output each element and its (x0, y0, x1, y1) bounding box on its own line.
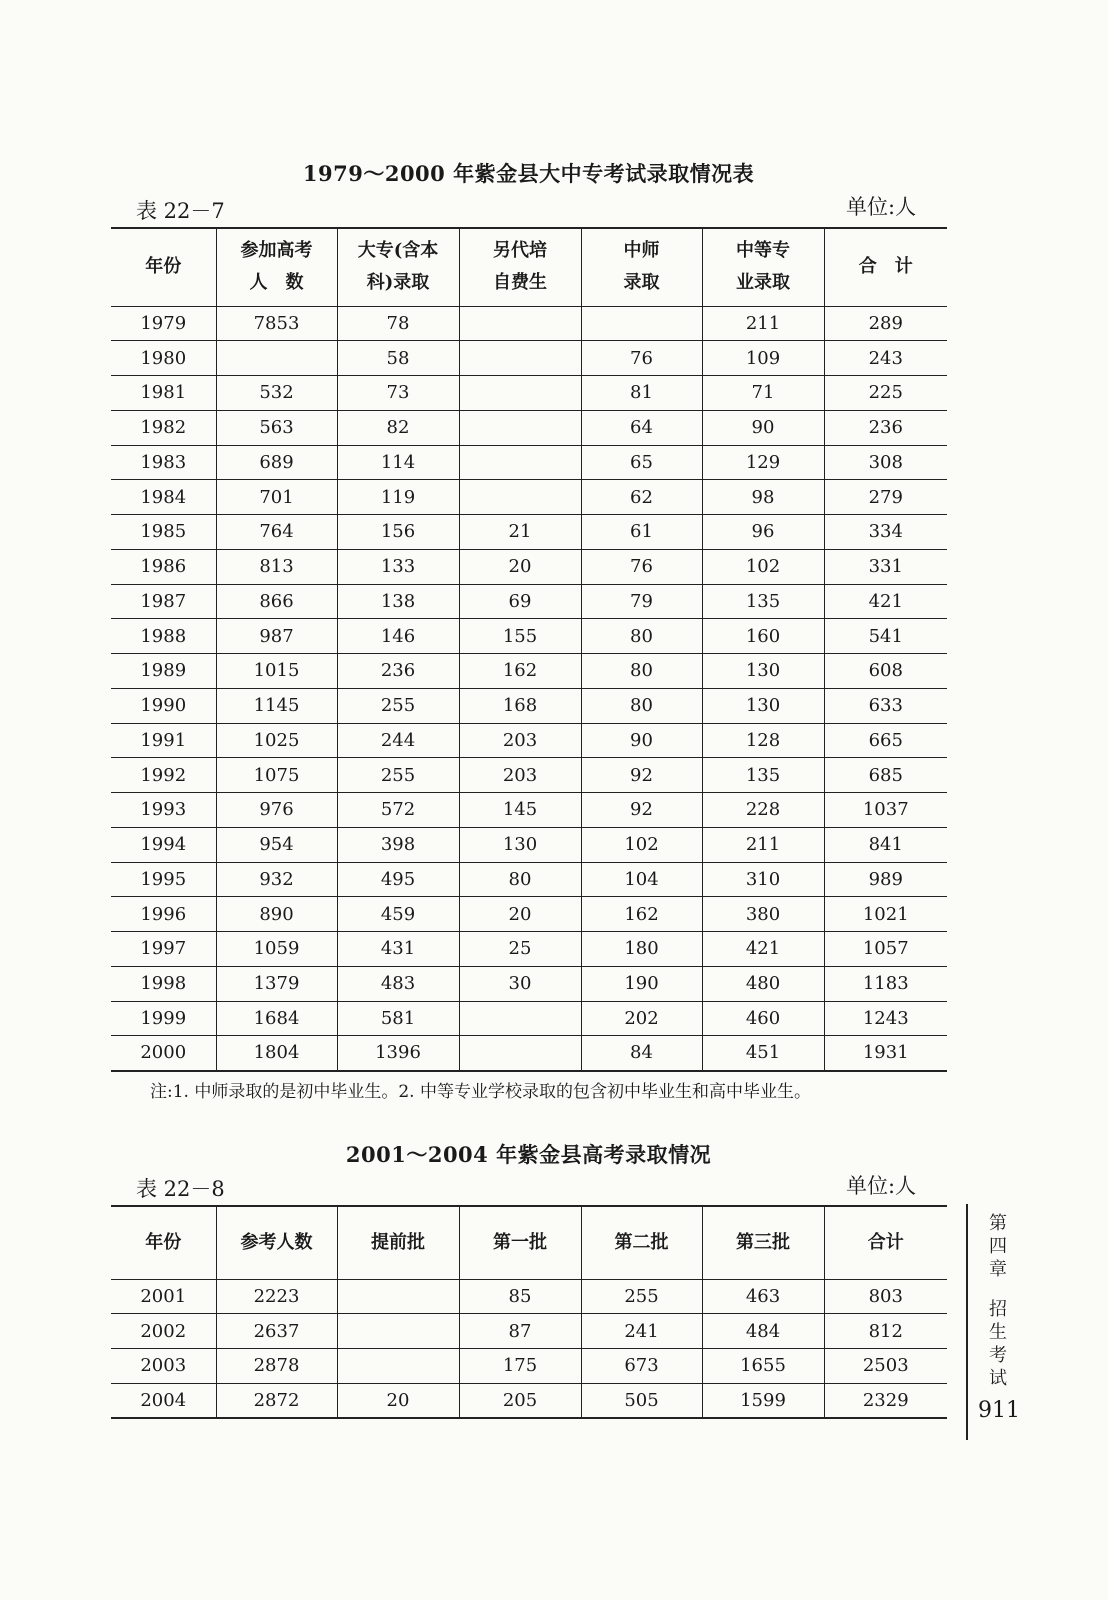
table1-unit: 单位:人 (846, 195, 917, 219)
table-row (111, 1279, 947, 1314)
table2-header-cell: 参考人数 (216, 1206, 337, 1279)
table1-number: 表 22－7 (136, 199, 225, 223)
table2-unit: 单位:人 (846, 1174, 917, 1198)
table-cell: 155 (459, 619, 581, 654)
table1-header-cell (824, 228, 947, 306)
table-cell: 255 (337, 688, 459, 723)
table-cell: 162 (459, 654, 581, 689)
header-line-2: 录取 (623, 272, 660, 294)
table-row (111, 688, 947, 723)
table-cell: 1984 (111, 480, 216, 515)
table-cell: 581 (337, 1001, 459, 1036)
table-cell: 563 (216, 410, 337, 445)
table-cell: 156 (337, 515, 459, 550)
table-cell: 310 (702, 862, 824, 897)
table-cell: 1997 (111, 932, 216, 967)
table-cell: 84 (581, 1036, 702, 1071)
table-cell: 76 (581, 341, 702, 376)
table-cell: 608 (824, 654, 947, 689)
table-cell (459, 341, 581, 376)
table-cell: 505 (581, 1383, 702, 1418)
table-row (111, 897, 947, 932)
table-cell: 135 (702, 758, 824, 793)
table-cell (459, 1036, 581, 1071)
table-cell: 1599 (702, 1383, 824, 1418)
table-cell: 81 (581, 376, 702, 411)
table-cell: 1995 (111, 862, 216, 897)
table-cell: 1982 (111, 410, 216, 445)
header-line-2: 科)录取 (366, 272, 430, 294)
table-cell: 2637 (216, 1314, 337, 1349)
table-cell: 308 (824, 445, 947, 480)
header-line-1: 另代培 (493, 240, 547, 262)
table-cell: 1992 (111, 758, 216, 793)
table-cell: 69 (459, 584, 581, 619)
table-cell: 1993 (111, 793, 216, 828)
table-cell: 255 (337, 758, 459, 793)
sidebar-char: 考 (989, 1345, 1007, 1366)
table-cell: 1025 (216, 723, 337, 758)
table-cell: 175 (459, 1349, 581, 1384)
table-row (111, 723, 947, 758)
table-cell: 421 (824, 584, 947, 619)
table-cell (459, 445, 581, 480)
table-cell: 1145 (216, 688, 337, 723)
table2-number: 表 22－8 (136, 1177, 225, 1201)
table-cell: 90 (702, 410, 824, 445)
table-cell: 129 (702, 445, 824, 480)
table-cell (459, 376, 581, 411)
table-row (111, 654, 947, 689)
table-cell: 1985 (111, 515, 216, 550)
table-cell: 764 (216, 515, 337, 550)
table-row (111, 1349, 947, 1384)
table-cell: 1931 (824, 1036, 947, 1071)
table-cell: 30 (459, 966, 581, 1001)
table-cell: 431 (337, 932, 459, 967)
table-cell: 334 (824, 515, 947, 550)
table2-header-cell: 提前批 (337, 1206, 459, 1279)
sidebar-char: 招 (989, 1299, 1007, 1320)
table-cell: 813 (216, 549, 337, 584)
table-cell: 114 (337, 445, 459, 480)
table2-header-row (111, 1206, 947, 1279)
table2-header-cell: 第三批 (702, 1206, 824, 1279)
table-cell: 130 (702, 688, 824, 723)
table-cell: 480 (702, 966, 824, 1001)
table-cell: 1990 (111, 688, 216, 723)
table2-header-cell: 年份 (111, 1206, 216, 1279)
table-row (111, 758, 947, 793)
table-row (111, 306, 947, 341)
table-cell: 812 (824, 1314, 947, 1349)
table-cell: 2223 (216, 1279, 337, 1314)
table-cell: 160 (702, 619, 824, 654)
header-line-2: 业录取 (736, 272, 790, 294)
table-cell: 1243 (824, 1001, 947, 1036)
header-line-1: 年份 (145, 256, 182, 278)
table-cell: 1979 (111, 306, 216, 341)
table-cell: 78 (337, 306, 459, 341)
table-row (111, 966, 947, 1001)
table-row (111, 932, 947, 967)
table-cell: 61 (581, 515, 702, 550)
sidebar-char: 试 (989, 1368, 1007, 1389)
table-cell: 243 (824, 341, 947, 376)
table-cell: 96 (702, 515, 824, 550)
table-cell (337, 1314, 459, 1349)
table-cell: 689 (216, 445, 337, 480)
table-cell (581, 306, 702, 341)
table-cell: 1981 (111, 376, 216, 411)
table-cell: 244 (337, 723, 459, 758)
table-cell: 685 (824, 758, 947, 793)
table-cell: 135 (702, 584, 824, 619)
table-cell: 211 (702, 306, 824, 341)
table-cell: 1396 (337, 1036, 459, 1071)
table-cell: 803 (824, 1279, 947, 1314)
table-cell: 1996 (111, 897, 216, 932)
table-cell: 1075 (216, 758, 337, 793)
sidebar-char: 生 (989, 1322, 1007, 1343)
table-row (111, 549, 947, 584)
table2-header-cell: 第二批 (581, 1206, 702, 1279)
table-cell: 2001 (111, 1279, 216, 1314)
table1-header-cell (337, 228, 459, 306)
table-row (111, 862, 947, 897)
table1-header-cell (111, 228, 216, 306)
table-cell: 102 (581, 827, 702, 862)
table-cell: 138 (337, 584, 459, 619)
table-cell: 203 (459, 723, 581, 758)
sidebar-section (986, 1298, 1010, 1390)
header-line-1: 中等专 (736, 240, 790, 262)
table-cell: 76 (581, 549, 702, 584)
table-cell: 80 (581, 619, 702, 654)
table-row (111, 1036, 947, 1071)
table-cell: 82 (337, 410, 459, 445)
table-cell: 1989 (111, 654, 216, 689)
table1-header-row (111, 228, 947, 306)
table-cell: 1804 (216, 1036, 337, 1071)
table-cell: 1980 (111, 341, 216, 376)
table-cell: 701 (216, 480, 337, 515)
table-cell: 79 (581, 584, 702, 619)
table-cell: 162 (581, 897, 702, 932)
table-cell: 331 (824, 549, 947, 584)
table-cell: 932 (216, 862, 337, 897)
table-cell: 64 (581, 410, 702, 445)
table-cell: 130 (702, 654, 824, 689)
table-cell: 80 (581, 654, 702, 689)
table-cell: 1684 (216, 1001, 337, 1036)
table-cell: 20 (459, 549, 581, 584)
table-cell: 202 (581, 1001, 702, 1036)
table-cell: 1991 (111, 723, 216, 758)
sidebar-char: 四 (989, 1236, 1007, 1257)
header-line-1: 中师 (623, 240, 660, 262)
table-cell: 2878 (216, 1349, 337, 1384)
table1-header-cell (581, 228, 702, 306)
table-cell: 2003 (111, 1349, 216, 1384)
table-cell: 289 (824, 306, 947, 341)
header-line-1: 参加高考 (240, 240, 313, 262)
table-cell: 85 (459, 1279, 581, 1314)
table-cell: 483 (337, 966, 459, 1001)
table-cell: 180 (581, 932, 702, 967)
table-cell: 2004 (111, 1383, 216, 1418)
table-cell: 1987 (111, 584, 216, 619)
table-cell: 133 (337, 549, 459, 584)
table-cell: 2000 (111, 1036, 216, 1071)
sidebar-rule (966, 1204, 968, 1440)
table-cell: 484 (702, 1314, 824, 1349)
sidebar-char: 章 (989, 1259, 1007, 1280)
table-cell: 279 (824, 480, 947, 515)
table-cell: 989 (824, 862, 947, 897)
table-cell: 92 (581, 758, 702, 793)
table-cell: 1015 (216, 654, 337, 689)
table-cell: 87 (459, 1314, 581, 1349)
sidebar-char: 第 (989, 1213, 1007, 1234)
table-cell: 241 (581, 1314, 702, 1349)
table-cell: 90 (581, 723, 702, 758)
table1-header-cell (216, 228, 337, 306)
table-cell: 2002 (111, 1314, 216, 1349)
table-cell: 541 (824, 619, 947, 654)
table-cell: 20 (337, 1383, 459, 1418)
table-cell: 421 (702, 932, 824, 967)
table-cell: 866 (216, 584, 337, 619)
table-cell: 2872 (216, 1383, 337, 1418)
table-cell: 7853 (216, 306, 337, 341)
table-cell: 1183 (824, 966, 947, 1001)
table-cell: 145 (459, 793, 581, 828)
table-row (111, 515, 947, 550)
table-row (111, 410, 947, 445)
table-cell: 451 (702, 1036, 824, 1071)
table1-header-cell (702, 228, 824, 306)
table-cell: 20 (459, 897, 581, 932)
table-cell: 1998 (111, 966, 216, 1001)
table-cell: 1988 (111, 619, 216, 654)
table-row (111, 480, 947, 515)
table-cell: 80 (581, 688, 702, 723)
table-cell (459, 1001, 581, 1036)
table-cell: 228 (702, 793, 824, 828)
table-cell: 890 (216, 897, 337, 932)
header-line-1: 合 计 (858, 256, 913, 278)
table-row (111, 793, 947, 828)
table-cell: 459 (337, 897, 459, 932)
table-cell: 203 (459, 758, 581, 793)
table2-body (111, 1279, 947, 1418)
header-line-1: 大专(含本 (357, 240, 439, 262)
table-row (111, 376, 947, 411)
table2-title: 2001～2004 年紫金县高考录取情况 (345, 1142, 712, 1167)
header-line-2: 自费生 (493, 272, 547, 294)
table-row (111, 584, 947, 619)
table1 (111, 227, 947, 1072)
table-cell: 460 (702, 1001, 824, 1036)
table-cell: 1994 (111, 827, 216, 862)
table-cell: 1059 (216, 932, 337, 967)
table1-note: 注:1. 中师录取的是初中毕业生。2. 中等专业学校录取的包含初中毕业生和高中毕业生。 (150, 1082, 811, 1102)
table-cell: 168 (459, 688, 581, 723)
table-cell: 236 (337, 654, 459, 689)
table-cell: 80 (459, 862, 581, 897)
table-cell: 225 (824, 376, 947, 411)
table-cell (459, 410, 581, 445)
table-cell: 21 (459, 515, 581, 550)
table-cell: 71 (702, 376, 824, 411)
table-cell: 25 (459, 932, 581, 967)
table-row (111, 619, 947, 654)
table-cell: 1057 (824, 932, 947, 967)
table-cell: 633 (824, 688, 947, 723)
table-row (111, 1314, 947, 1349)
page-number: 911 (978, 1398, 1020, 1423)
table-cell: 398 (337, 827, 459, 862)
table-cell: 1037 (824, 793, 947, 828)
table-cell: 62 (581, 480, 702, 515)
table-cell: 98 (702, 480, 824, 515)
table-cell: 190 (581, 966, 702, 1001)
table-row (111, 445, 947, 480)
table-cell: 128 (702, 723, 824, 758)
table-cell: 1021 (824, 897, 947, 932)
table-cell: 255 (581, 1279, 702, 1314)
table-cell (337, 1279, 459, 1314)
table-cell: 73 (337, 376, 459, 411)
table-cell: 92 (581, 793, 702, 828)
table-cell: 572 (337, 793, 459, 828)
header-line-2: 人 数 (249, 272, 304, 294)
table2 (111, 1205, 947, 1419)
table1-title: 1979～2000 年紫金县大中专考试录取情况表 (302, 161, 755, 186)
table-row (111, 1383, 947, 1418)
table1-body (111, 306, 947, 1071)
table-cell: 665 (824, 723, 947, 758)
table-cell: 65 (581, 445, 702, 480)
table-cell: 1655 (702, 1349, 824, 1384)
table-cell: 380 (702, 897, 824, 932)
table2-header-cell: 合计 (824, 1206, 947, 1279)
table-cell (459, 480, 581, 515)
table-cell: 495 (337, 862, 459, 897)
table-cell: 146 (337, 619, 459, 654)
table-cell (337, 1349, 459, 1384)
table2-header-cell: 第一批 (459, 1206, 581, 1279)
table-cell (459, 306, 581, 341)
table-cell: 1986 (111, 549, 216, 584)
table-cell: 1983 (111, 445, 216, 480)
table-cell: 58 (337, 341, 459, 376)
table-row (111, 1001, 947, 1036)
table-cell: 236 (824, 410, 947, 445)
table-cell: 119 (337, 480, 459, 515)
table-cell: 1999 (111, 1001, 216, 1036)
table-cell: 976 (216, 793, 337, 828)
table-cell: 2329 (824, 1383, 947, 1418)
sidebar-chapter (986, 1212, 1010, 1281)
table-row (111, 341, 947, 376)
table-cell: 211 (702, 827, 824, 862)
table-cell: 130 (459, 827, 581, 862)
table-cell: 841 (824, 827, 947, 862)
table-cell: 2503 (824, 1349, 947, 1384)
table-cell: 1379 (216, 966, 337, 1001)
table-cell (216, 341, 337, 376)
table-row (111, 827, 947, 862)
table-cell: 673 (581, 1349, 702, 1384)
table-cell: 532 (216, 376, 337, 411)
table-cell: 954 (216, 827, 337, 862)
table1-header-cell (459, 228, 581, 306)
table-cell: 463 (702, 1279, 824, 1314)
table-cell: 104 (581, 862, 702, 897)
table-cell: 102 (702, 549, 824, 584)
table-cell: 109 (702, 341, 824, 376)
table-cell: 205 (459, 1383, 581, 1418)
table-cell: 987 (216, 619, 337, 654)
